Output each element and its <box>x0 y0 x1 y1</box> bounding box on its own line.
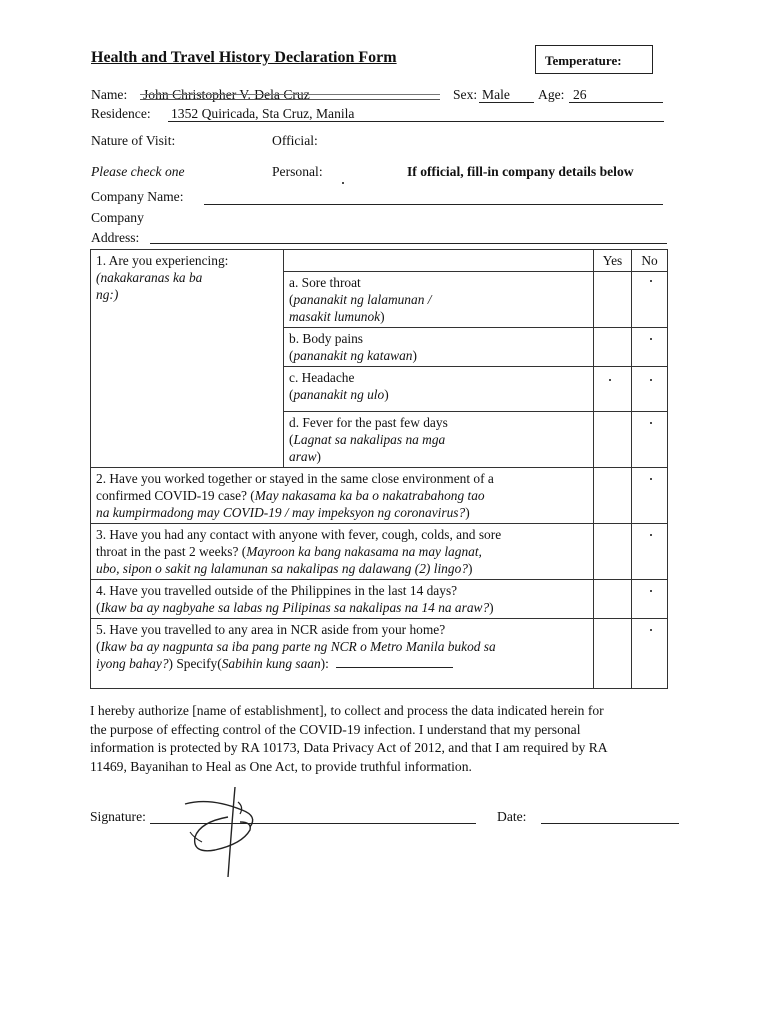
q2-no[interactable] <box>632 468 668 524</box>
yes-header: Yes <box>594 250 632 272</box>
q1d-text: d. Fever for the past few days <box>289 415 448 430</box>
age-line[interactable] <box>569 102 663 103</box>
residence-line[interactable] <box>168 121 664 122</box>
q1b-text: b. Body pains <box>289 331 364 346</box>
q5-yes[interactable] <box>594 619 632 689</box>
q1a-cell: a. Sore throat (pananakit ng lalamunan / masakit lumunok) <box>284 272 594 328</box>
q1d-no-mark <box>650 422 652 424</box>
check-hint: Please check one <box>91 164 185 179</box>
age-label: Age: <box>538 87 565 102</box>
consent-line-4: 11469, Bayanihan to Heal as One Act, to provide truthful information. <box>90 758 472 774</box>
q1c-no[interactable] <box>632 367 668 412</box>
q1d-translation: Lagnat sa nakalipas na mga <box>293 432 446 447</box>
q3-text: 3. Have you had any contact with anyone with fever, cough, colds, and sore <box>96 527 502 542</box>
q1c-yes[interactable] <box>594 367 632 412</box>
temperature-box[interactable] <box>535 45 653 74</box>
company-address-line[interactable] <box>150 243 667 244</box>
q4-cell: 4. Have you travelled outside of the Philippines in the last 14 days? (Ikaw ba ay nagbyahe sa labas ng Pilipinas sa nakalipas na 14 na araw?) <box>91 580 594 619</box>
q1-cell <box>91 250 284 468</box>
q5-translation: Ikaw ba ay nagpunta sa iba pang parte ng NCR o Metro Manila bukod sa <box>100 639 496 654</box>
q1a-no-mark <box>650 280 652 282</box>
q4-text: 4. Have you travelled outside of the Philippines in the last 14 days? <box>96 583 458 598</box>
name-line[interactable] <box>140 99 440 100</box>
no-header: No <box>632 250 668 272</box>
q5-specify-close: ): <box>320 656 329 671</box>
header-blank <box>284 250 594 272</box>
q2-no-mark <box>650 478 652 480</box>
official-option-label[interactable]: Official: <box>272 133 318 148</box>
q3-yes[interactable] <box>594 524 632 580</box>
name-label: Name: <box>91 87 128 102</box>
q1a-translation-2: masakit lumunok <box>289 309 381 324</box>
age-value: 26 <box>573 87 587 102</box>
q1b-no[interactable] <box>632 328 668 367</box>
q1b-cell: b. Body pains (pananakit ng katawan) <box>284 328 594 367</box>
q3-no-mark <box>650 534 652 536</box>
q4-translation: Ikaw ba ay nagbyahe sa labas ng Pilipinas sa nakalipas na 14 na araw? <box>100 600 490 615</box>
residence-value: 1352 Quiricada, Sta Cruz, Manila <box>171 106 355 121</box>
q5-specify-line[interactable] <box>336 655 453 668</box>
company-address-label-1: Company <box>91 210 144 225</box>
consent-line-3: information is protected by RA 10173, Data Privacy Act of 2012, and that I am required by RA <box>90 740 608 755</box>
q1d-yes[interactable] <box>594 412 632 468</box>
q1c-yes-mark <box>609 379 611 381</box>
q1a-yes[interactable] <box>594 272 632 328</box>
q1b-translation: pananakit ng katawan <box>293 348 413 363</box>
residence-label: Residence: <box>91 106 151 121</box>
q2-translation: May nakasama ka ba o nakatrabahong tao <box>254 488 485 503</box>
form-title: Health and Travel History Declaration Form <box>91 49 397 66</box>
q1d-translation-2: araw <box>289 449 317 464</box>
sex-line[interactable] <box>479 102 534 103</box>
q2-translation-2: na kumpirmadong may COVID-19 / may impeksyon ng coronavirus? <box>96 505 466 520</box>
q3-text-2: throat in the past 2 weeks? ( <box>96 544 247 559</box>
company-name-line[interactable] <box>204 204 663 205</box>
q4-no-mark <box>650 590 652 592</box>
signature-label: Signature: <box>90 809 146 824</box>
q1a-translation: pananakit ng lalamunan / <box>293 292 432 307</box>
q4-no[interactable] <box>632 580 668 619</box>
q1d-no[interactable] <box>632 412 668 468</box>
q2-text: 2. Have you worked together or stayed in the same close environment of a <box>96 471 494 486</box>
q1d-cell: d. Fever for the past few days (Lagnat sa nakalipas na mga araw) <box>284 412 594 468</box>
q2-cell: 2. Have you worked together or stayed in the same close environment of a confirmed COVID-19 case? (May nakasama ka ba o nakatrabahong tao na kumpirmadong may COVID-19 / may impeksyon ng coronavirus?) <box>91 468 594 524</box>
company-address-label-2: Address: <box>91 230 140 245</box>
handwritten-signature <box>180 782 270 882</box>
q5-specify-label: Specify( <box>173 656 222 671</box>
q1b-yes[interactable] <box>594 328 632 367</box>
consent-line-1: I hereby authorize [name of establishment], to collect and process the data indicated herein for <box>90 703 604 718</box>
personal-option-label[interactable]: Personal: <box>272 164 323 179</box>
q1b-no-mark <box>650 338 652 340</box>
q1c-translation: pananakit ng ulo <box>293 387 385 402</box>
q3-translation-2: ubo, sipon o sakit ng lalamunan sa nakalipas ng dalawang (2) lingo? <box>96 561 468 576</box>
q1-translation: (nakakaranas ka ba <box>96 270 203 285</box>
q1-translation-2: ng:) <box>96 287 119 302</box>
name-value: John Christopher V. Dela Cruz <box>143 87 310 102</box>
q4-yes[interactable] <box>594 580 632 619</box>
sex-label: Sex: <box>453 87 478 102</box>
q5-cell: 5. Have you travelled to any area in NCR aside from your home? (Ikaw ba ay nagpunta sa iba pang parte ng NCR o Metro Manila bukod sa iyong bahay?) Specify(Sabihin kung saan): <box>91 619 594 689</box>
sex-value: Male <box>482 87 510 102</box>
q2-text-2: confirmed COVID-19 case? ( <box>96 488 255 503</box>
q5-no[interactable] <box>632 619 668 689</box>
date-line[interactable] <box>541 823 679 824</box>
q5-translation-2: iyong bahay? <box>96 656 169 671</box>
name-strike <box>140 94 440 95</box>
company-name-label: Company Name: <box>91 189 184 204</box>
q5-text: 5. Have you travelled to any area in NCR aside from your home? <box>96 622 446 637</box>
q1c-cell: c. Headache (pananakit ng ulo) <box>284 367 594 412</box>
q1-text: 1. Are you experiencing: <box>96 253 229 268</box>
nature-of-visit-label: Nature of Visit: <box>91 133 176 148</box>
q1c-text: c. Headache <box>289 370 355 385</box>
q1a-no[interactable] <box>632 272 668 328</box>
questions-table <box>90 249 668 689</box>
temperature-label: Temperature: <box>545 53 622 68</box>
q1c-no-mark <box>650 379 652 381</box>
q2-yes[interactable] <box>594 468 632 524</box>
q3-cell: 3. Have you had any contact with anyone with fever, cough, colds, and sore throat in the past 2 weeks? (Mayroon ka bang nakasama na may lagnat, ubo, sipon o sakit ng lalamunan sa nakalipas ng dalawang (2) lingo?) <box>91 524 594 580</box>
company-note: If official, fill-in company details below <box>407 164 634 179</box>
q3-translation: Mayroon ka bang nakasama na may lagnat, <box>246 544 482 559</box>
q3-no[interactable] <box>632 524 668 580</box>
q5-no-mark <box>650 629 652 631</box>
consent-line-2: the purpose of effecting control of the COVID-19 infection. I understand that my personal <box>90 721 581 737</box>
q5-specify-translation: Sabihin kung saan <box>221 656 321 671</box>
consent-paragraph <box>90 702 690 776</box>
personal-check-mark <box>342 182 344 184</box>
date-label: Date: <box>497 809 527 824</box>
q1a-text: a. Sore throat <box>289 275 361 290</box>
